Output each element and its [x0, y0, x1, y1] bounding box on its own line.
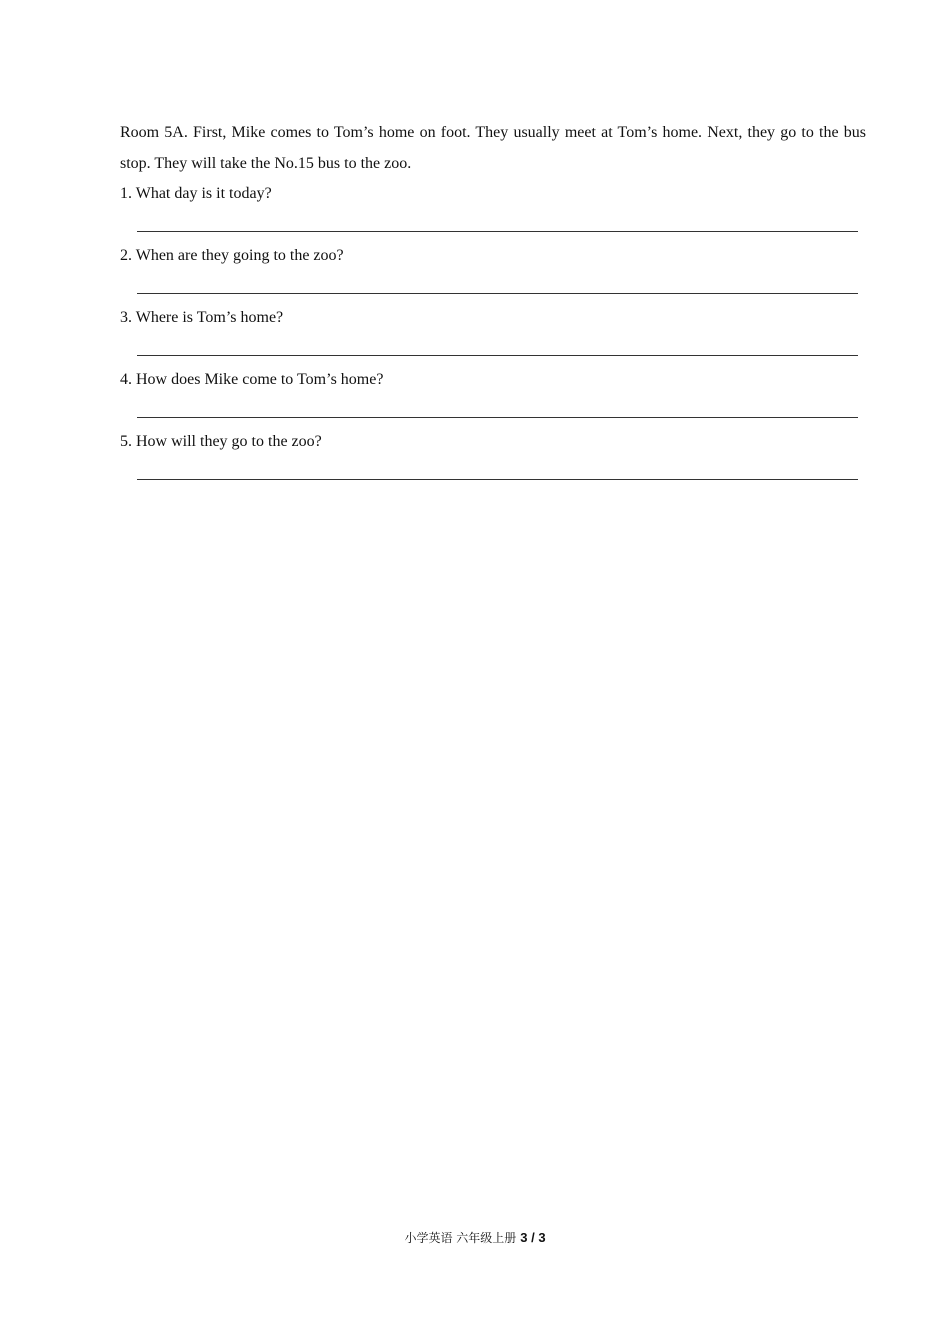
page-footer [0, 1229, 950, 1247]
answer-line-4[interactable] [137, 417, 858, 418]
question-4: 4. How does Mike come to Tom’s home? [120, 371, 384, 388]
answer-line-3[interactable] [137, 355, 858, 356]
answer-line-5[interactable] [137, 479, 858, 480]
question-3: 3. Where is Tom’s home? [120, 309, 284, 326]
reading-passage [120, 117, 866, 179]
footer-page-number: 3 / 3 [520, 1230, 546, 1245]
passage-text: Room 5A. First, Mike comes to Tom’s home on foot. They usually meet at Tom’s home. Next, they go to the bus stop. They will take the No.15 bus to the zoo. [120, 124, 866, 172]
answer-line-1[interactable] [137, 231, 858, 232]
question-2: 2. When are they going to the zoo? [120, 247, 344, 264]
question-5: 5. How will they go to the zoo? [120, 433, 322, 450]
footer-course-title: 小学英语 六年级上册 [404, 1231, 517, 1245]
question-1: 1. What day is it today? [120, 185, 272, 202]
answer-line-2[interactable] [137, 293, 858, 294]
